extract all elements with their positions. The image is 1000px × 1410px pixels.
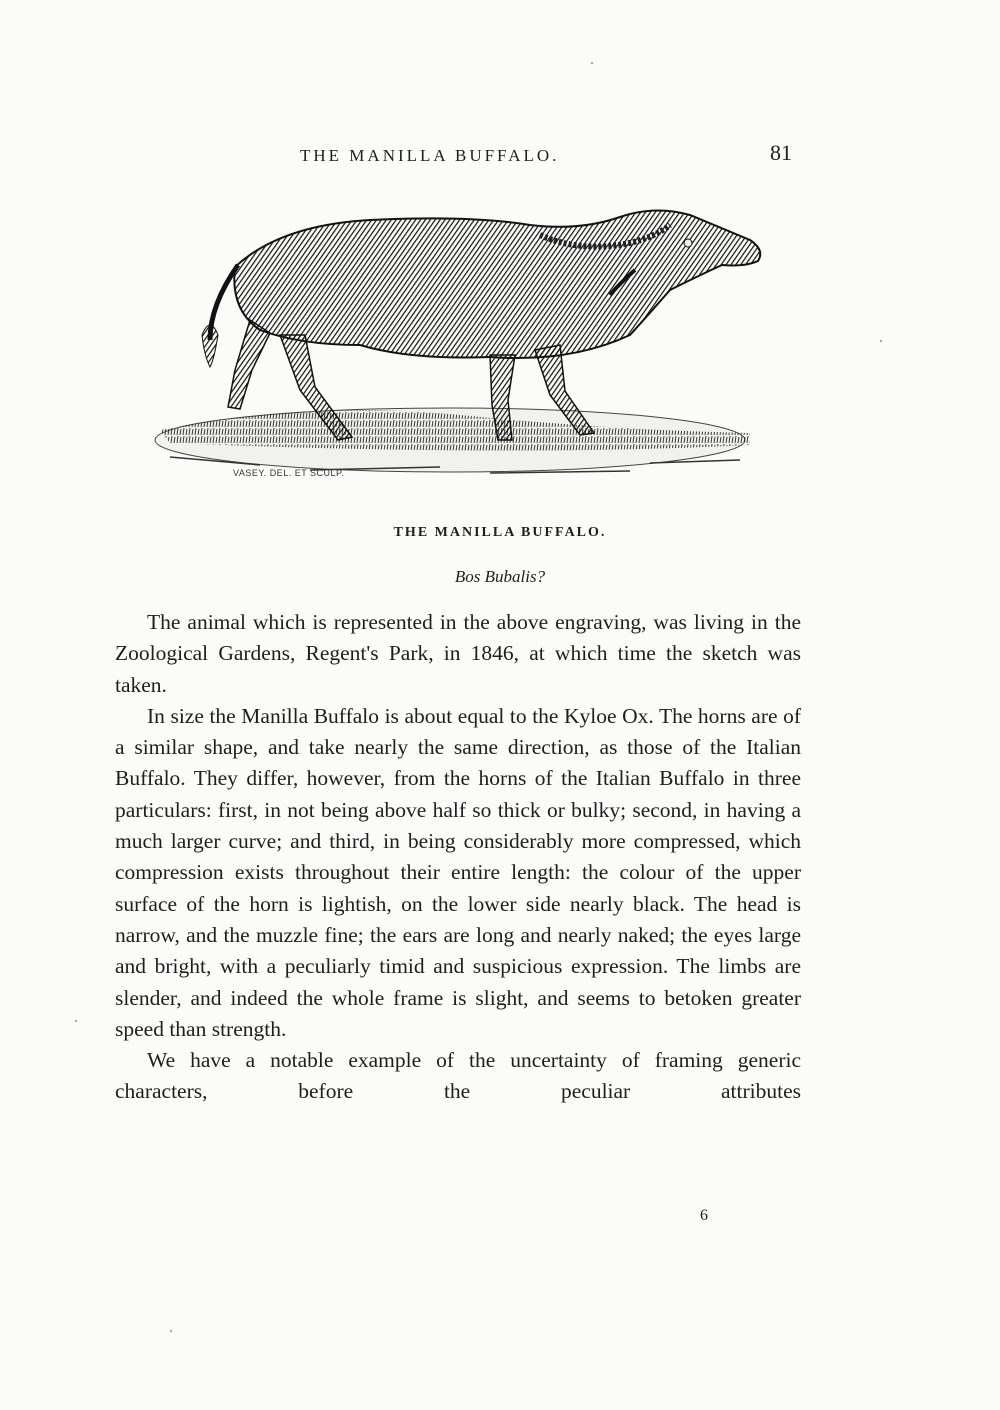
figure-caption-title: THE MANILLA BUFFALO. xyxy=(393,525,607,540)
paper-speck xyxy=(75,1020,77,1022)
figure-caption-latin-name: Bos Bubalis? xyxy=(454,567,546,586)
buffalo-engraving xyxy=(110,195,810,505)
paragraph: In size the Manilla Buffalo is about equal to the Kyloe Ox. The horns are of a similar shape, and take nearly the same direction, as those of the Italian Buffalo. They differ, however, from the horns of the Italian Buffalo in three particulars: first, in not being above half so thick or bulky; second, in having a much larger curve; and third, in being considerably more compressed, which compression exists throughout their entire length: the colour of the upper surface of the horn is lightish, on the lower side nearly black. The head is narrow, and the muzzle fine; the ears are long and nearly naked; the eyes large and bright, with a peculiarly timid and suspicious expression. The limbs are slender, and indeed the whole frame is slight, and seems to betoken greater speed than strength. xyxy=(115,703,801,1041)
paper-speck xyxy=(880,340,882,342)
paragraph: The animal which is represented in the above engraving, was living in the Zoological Gardens, Regent's Park, in 1846, at which time the sketch was taken. xyxy=(115,610,801,697)
signature-mark: 6 xyxy=(700,1207,708,1224)
paper-speck xyxy=(591,62,593,64)
running-head-title: THE MANILLA BUFFALO. xyxy=(300,146,560,165)
engraver-credit: VASEY. DEL. ET SCULP. xyxy=(233,468,345,478)
body-text xyxy=(115,607,801,1108)
paragraph: We have a notable example of the uncertainty of framing generic characters, before the peculiar attributes xyxy=(115,1048,801,1104)
page-number: 81 xyxy=(770,140,792,165)
paper-speck xyxy=(170,1330,172,1332)
